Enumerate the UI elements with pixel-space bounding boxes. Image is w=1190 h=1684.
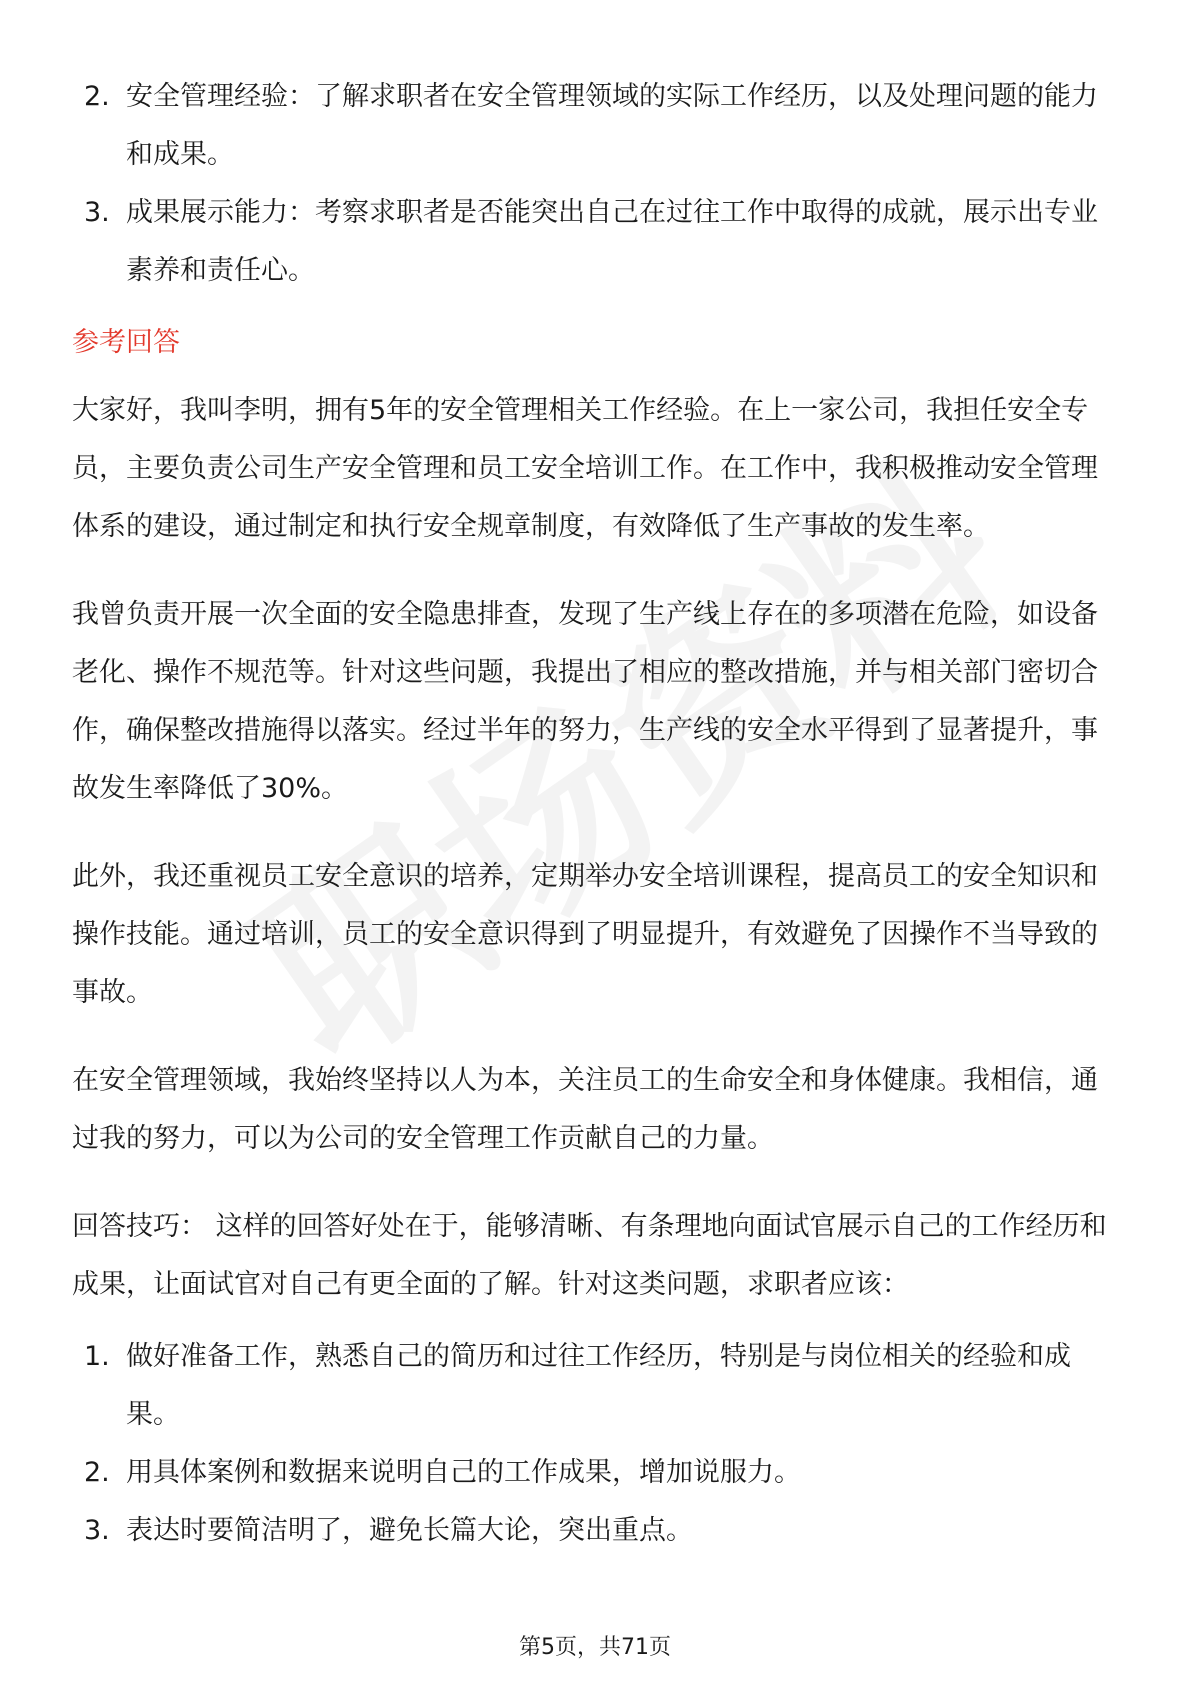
list-item: [72, 1502, 1122, 1560]
list-number: 3.: [84, 1515, 110, 1546]
list-item: [72, 184, 1122, 300]
list-item: [72, 68, 1122, 184]
list-number: 1.: [84, 1341, 110, 1372]
list-number: 2.: [84, 81, 110, 112]
page-number: 第5页，共71页: [519, 1635, 671, 1660]
page-content: [72, 68, 1122, 1560]
answer-paragraph: 大家好，我叫李明，拥有5年的安全管理相关工作经验。在上一家公司，我担任安全专员，主要负责公司生产安全管理和员工安全培训工作。在工作中，我积极推动安全管理体系的建设，通过制定和执行安全规章制度，有效降低了生产事故的发生率。: [72, 395, 1098, 542]
list-item: [72, 1444, 1122, 1502]
criteria-list: [72, 68, 1122, 300]
list-text: 安全管理经验：了解求职者在安全管理领域的实际工作经历，以及处理问题的能力和成果。: [126, 81, 1098, 170]
list-text: 成果展示能力：考察求职者是否能突出自己在过往工作中取得的成就，展示出专业素养和责任心。: [126, 197, 1098, 286]
answer-paragraph: 此外，我还重视员工安全意识的培养，定期举办安全培训课程，提高员工的安全知识和操作技能。通过培训，员工的安全意识得到了明显提升，有效避免了因操作不当导致的事故。: [72, 861, 1098, 1008]
answer-paragraph: 我曾负责开展一次全面的安全隐患排查，发现了生产线上存在的多项潜在危险，如设备老化、操作不规范等。针对这些问题，我提出了相应的整改措施，并与相关部门密切合作，确保整改措施得以落实。经过半年的努力，生产线的安全水平得到了显著提升，事故发生率降低了30%。: [72, 599, 1098, 804]
tips-paragraph: 回答技巧： 这样的回答好处在于，能够清晰、有条理地向面试官展示自己的工作经历和成果，让面试官对自己有更全面的了解。针对这类问题，求职者应该：: [72, 1211, 1107, 1300]
answer-paragraph: 在安全管理领域，我始终坚持以人为本，关注员工的生命安全和身体健康。我相信，通过我的努力，可以为公司的安全管理工作贡献自己的力量。: [72, 1065, 1098, 1154]
list-number: 3.: [84, 197, 110, 228]
list-text: 做好准备工作，熟悉自己的简历和过往工作经历，特别是与岗位相关的经验和成果。: [126, 1341, 1071, 1430]
list-text: 用具体案例和数据来说明自己的工作成果，增加说服力。: [126, 1457, 801, 1488]
section-heading: 参考回答: [72, 327, 180, 358]
list-item: [72, 1328, 1122, 1444]
tips-list: [72, 1328, 1122, 1560]
list-number: 2.: [84, 1457, 110, 1488]
list-text: 表达时要简洁明了，避免长篇大论，突出重点。: [126, 1515, 693, 1546]
